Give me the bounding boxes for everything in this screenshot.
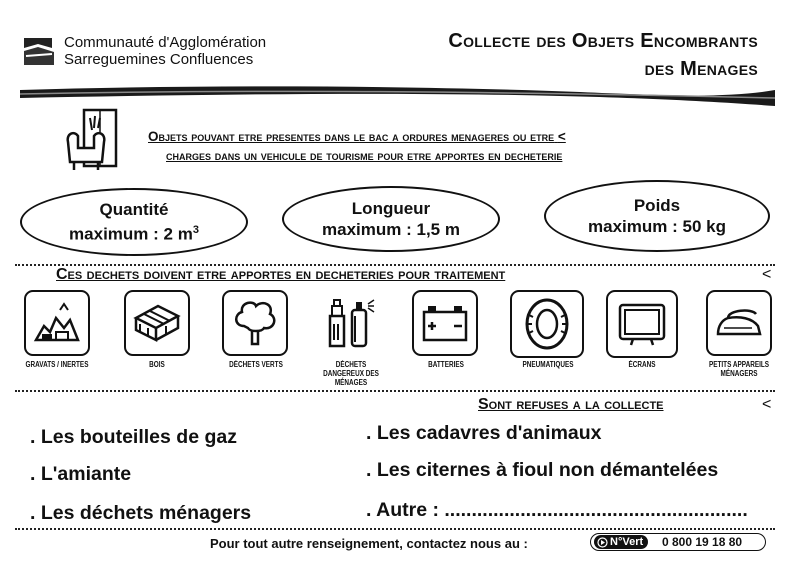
refused-item-other: . Autre : ........................................................	[366, 499, 748, 521]
battery-icon	[418, 296, 472, 350]
category-label-gravats: GRAVATS / INERTES	[25, 360, 89, 369]
dotted-divider	[15, 390, 775, 392]
category-pneumatiques	[510, 290, 584, 358]
intro-marker: <	[557, 129, 566, 144]
category-label-batteries: BATTERIES	[428, 360, 464, 369]
rubble-icon	[30, 296, 84, 350]
category-label-petits-appareils: PETITS APPAREILS MÉNAGERS	[708, 360, 770, 378]
quantity-limit: Quantité maximum : 2 $m^3$	[20, 188, 248, 256]
category-ecrans	[606, 290, 678, 358]
decorative-swoosh	[20, 84, 775, 108]
tree-icon	[228, 296, 282, 350]
intro-text-line2: charges dans un vehicule de tourisme pour etre apportes en decheterie	[166, 148, 563, 163]
refused-marker: <	[762, 396, 772, 413]
page-title-line2: des Menages	[644, 58, 758, 80]
refused-item: . L'amiante	[30, 463, 132, 485]
footer-text: Pour tout autre renseignement, contactez nous au :	[210, 536, 528, 551]
category-gravats	[24, 290, 90, 356]
category-dechets-dangereux	[318, 290, 384, 356]
decheterie-marker: <	[762, 266, 772, 283]
refused-item: . Les bouteilles de gaz	[30, 426, 237, 448]
pallet-icon	[130, 296, 184, 350]
category-label-dechets-verts: DÉCHETS VERTS	[229, 360, 283, 369]
refused-heading: Sont refuses a la collecte	[478, 396, 664, 413]
refused-item: . Les déchets ménagers	[30, 502, 252, 524]
category-bois	[124, 290, 190, 356]
iron-icon	[712, 296, 766, 350]
category-dechets-verts	[222, 290, 288, 356]
green-number-badge: N°Vert	[594, 535, 648, 549]
length-limit: Longueur maximum : 1,5 m	[282, 186, 500, 252]
category-label-dechets-dangereux: DÉCHETS DANGEREUX DES MÉNAGES	[323, 360, 379, 387]
page-title-line1: Collecte des Objets Encombrants	[448, 30, 758, 52]
category-petits-appareils	[706, 290, 772, 356]
category-batteries	[412, 290, 478, 356]
category-label-bois: BOIS	[149, 360, 165, 369]
category-label-ecrans: ÉCRANS	[628, 360, 656, 369]
refused-item: . Les cadavres d'animaux	[366, 422, 602, 444]
weight-limit: Poids maximum : 50 kg	[544, 180, 770, 252]
intro-text-line1: Objets pouvant etre presentes dans le bac a ordures menageres ou etre <	[148, 129, 566, 144]
refused-item: . Les citernes à fioul non démantelées	[366, 459, 719, 481]
tire-icon	[520, 297, 574, 351]
organisation-name-line2: Sarreguemines Confluences	[64, 51, 254, 68]
hazardous-products-icon	[324, 296, 378, 350]
organisation-logo	[22, 34, 56, 68]
screen-icon	[615, 297, 669, 351]
phone-number: 0 800 19 18 80	[662, 535, 743, 549]
dotted-divider	[15, 528, 775, 530]
organisation-name-line1: Communauté d'Agglomération	[64, 34, 267, 51]
play-arrow-icon	[597, 537, 608, 548]
decheterie-heading: Ces dechets doivent etre apportes en decheteries pour traitement	[56, 266, 506, 283]
category-label-pneumatiques: PNEUMATIQUES	[522, 360, 574, 369]
furniture-icon	[60, 106, 130, 176]
